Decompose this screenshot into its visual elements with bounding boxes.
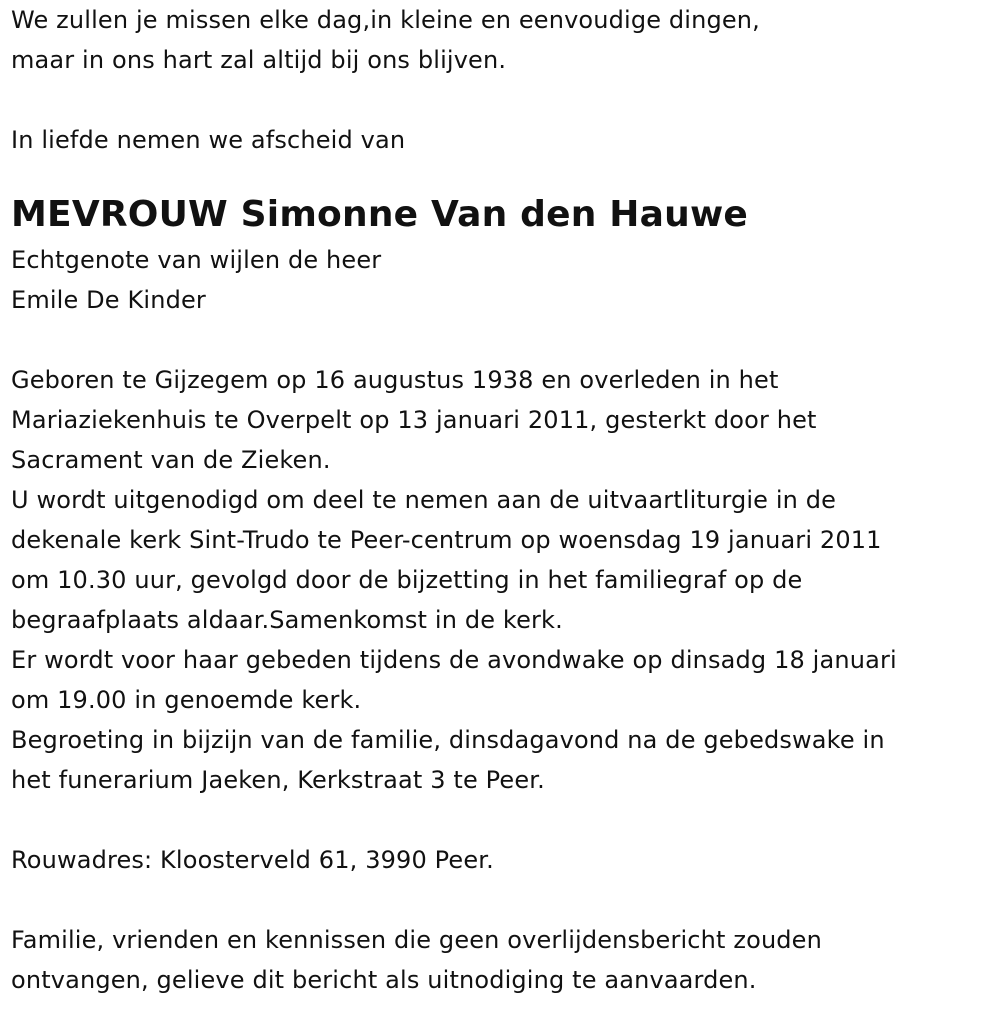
body-line: om 10.30 uur, gevolgd door de bijzetting in het familiegraf op de (11, 566, 803, 594)
body-line: Mariaziekenhuis te Overpelt op 13 januari 2011, gesterkt door het (11, 406, 817, 434)
spacer (11, 880, 996, 920)
spouse-info (11, 240, 996, 320)
closing-line: Familie, vrienden en kennissen die geen overlijdensbericht zouden (11, 926, 822, 954)
body-line: om 19.00 in genoemde kerk. (11, 686, 362, 714)
body-line: Er wordt voor haar gebeden tijdens de avondwake op dinsadg 18 januari (11, 646, 897, 674)
body-line: U wordt uitgenodigd om deel te nemen aan de uitvaartliturgie in de (11, 486, 837, 514)
body-line: Begroeting in bijzijn van de familie, dinsdagavond na de gebedswake in (11, 726, 885, 754)
mourning-address: Rouwadres: Kloosterveld 61, 3990 Peer. (11, 846, 494, 874)
spouse-line: Echtgenote van wijlen de heer (11, 246, 382, 274)
intro-line: We zullen je missen elke dag,in kleine en eenvoudige dingen, (11, 6, 760, 34)
body-line: dekenale kerk Sint-Trudo te Peer-centrum op woensdag 19 januari 2011 (11, 526, 882, 554)
spacer (11, 80, 996, 120)
spouse-line: Emile De Kinder (11, 286, 206, 314)
spacer (11, 800, 996, 840)
body-line: het funerarium Jaeken, Kerkstraat 3 te Peer. (11, 766, 545, 794)
intro-verse (11, 0, 996, 80)
intro-line: maar in ons hart zal altijd bij ons blijven. (11, 46, 507, 74)
closing-note (11, 920, 996, 1000)
announcement-body (11, 360, 996, 800)
farewell-line: In liefde nemen we afscheid van (11, 126, 406, 154)
spacer (11, 320, 996, 360)
spacer (11, 160, 996, 188)
deceased-name: MEVROUW Simonne Van den Hauwe (11, 194, 749, 235)
body-line: Geboren te Gijzegem op 16 augustus 1938 en overleden in het (11, 366, 779, 394)
obituary-document (11, 0, 996, 1000)
closing-line: ontvangen, gelieve dit bericht als uitnodiging te aanvaarden. (11, 966, 757, 994)
body-line: begraafplaats aldaar.Samenkomst in de kerk. (11, 606, 563, 634)
body-line: Sacrament van de Zieken. (11, 446, 331, 474)
